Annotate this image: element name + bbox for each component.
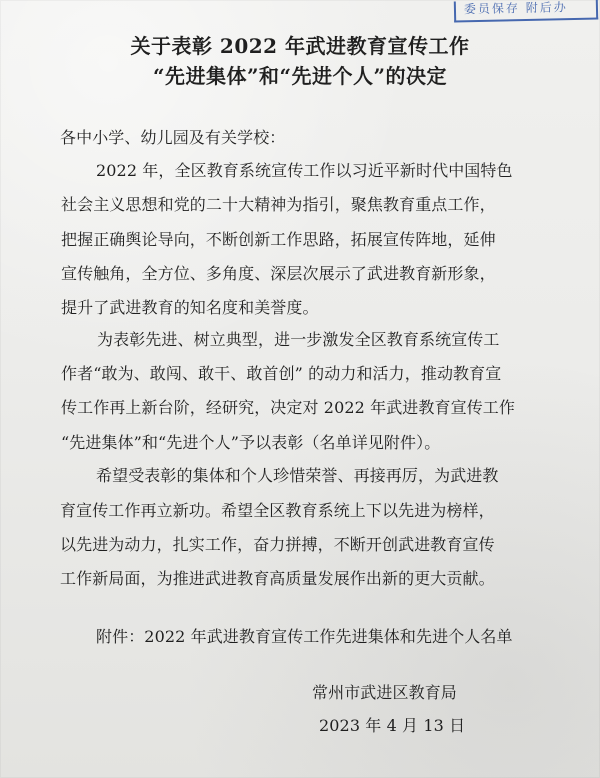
greeting-line: 各中小学、幼儿园及有关学校： (60, 128, 286, 147)
body-line-4: 宣传触角，全方位、多角度、深层次展示了武进教育新形象， (61, 264, 496, 283)
blue-stamp: 委员保存 附后办 (454, 0, 598, 23)
document-title-line-1: 关于表彰 2022 年武进教育宣传工作 (130, 34, 470, 58)
document-title-line-2: “先进集体”和“先进个人”的决定 (152, 64, 447, 88)
body-line-12: 以先进为动力，扎实工作，奋力拼搏，不断开创武进教育宣传 (60, 535, 495, 554)
attachment-line: 附件：2022 年武进教育宣传工作先进集体和先进个人名单 (96, 627, 513, 646)
body-line-2: 社会主义思想和党的二十大精神为指引，聚焦教育重点工作， (61, 195, 496, 214)
body-line-6: 为表彰先进、树立典型，进一步激发全区教育系统宣传工 (97, 330, 500, 349)
body-line-3: 把握正确舆论导向，不断创新工作思路，拓展宣传阵地，延伸 (61, 230, 496, 249)
body-line-10: 希望受表彰的集体和个人珍惜荣誉、再接再厉，为武进教 (96, 466, 499, 485)
body-line-7: 作者“敢为、敢闯、敢干、敢首创” 的动力和活力，推动教育宣 (61, 364, 502, 383)
body-line-1: 2022 年，全区教育系统宣传工作以习近平新时代中国特色 (96, 161, 513, 180)
issuer-name: 常州市武进区教育局 (312, 683, 457, 702)
body-line-13: 工作新局面，为推进武进教育高质量发展作出新的更大贡献。 (60, 569, 495, 588)
body-line-11: 育宣传工作再立新功。希望全区教育系统上下以先进为榜样， (60, 501, 495, 520)
body-line-9: “先进集体”和“先进个人”予以表彰（名单详见附件）。 (61, 433, 441, 452)
body-line-8: 传工作再上新台阶，经研究，决定对 2022 年武进教育宣传工作 (61, 398, 515, 417)
body-line-5: 提升了武进教育的知名度和美誉度。 (61, 298, 319, 317)
issue-date: 2023 年 4 月 13 日 (319, 716, 466, 735)
